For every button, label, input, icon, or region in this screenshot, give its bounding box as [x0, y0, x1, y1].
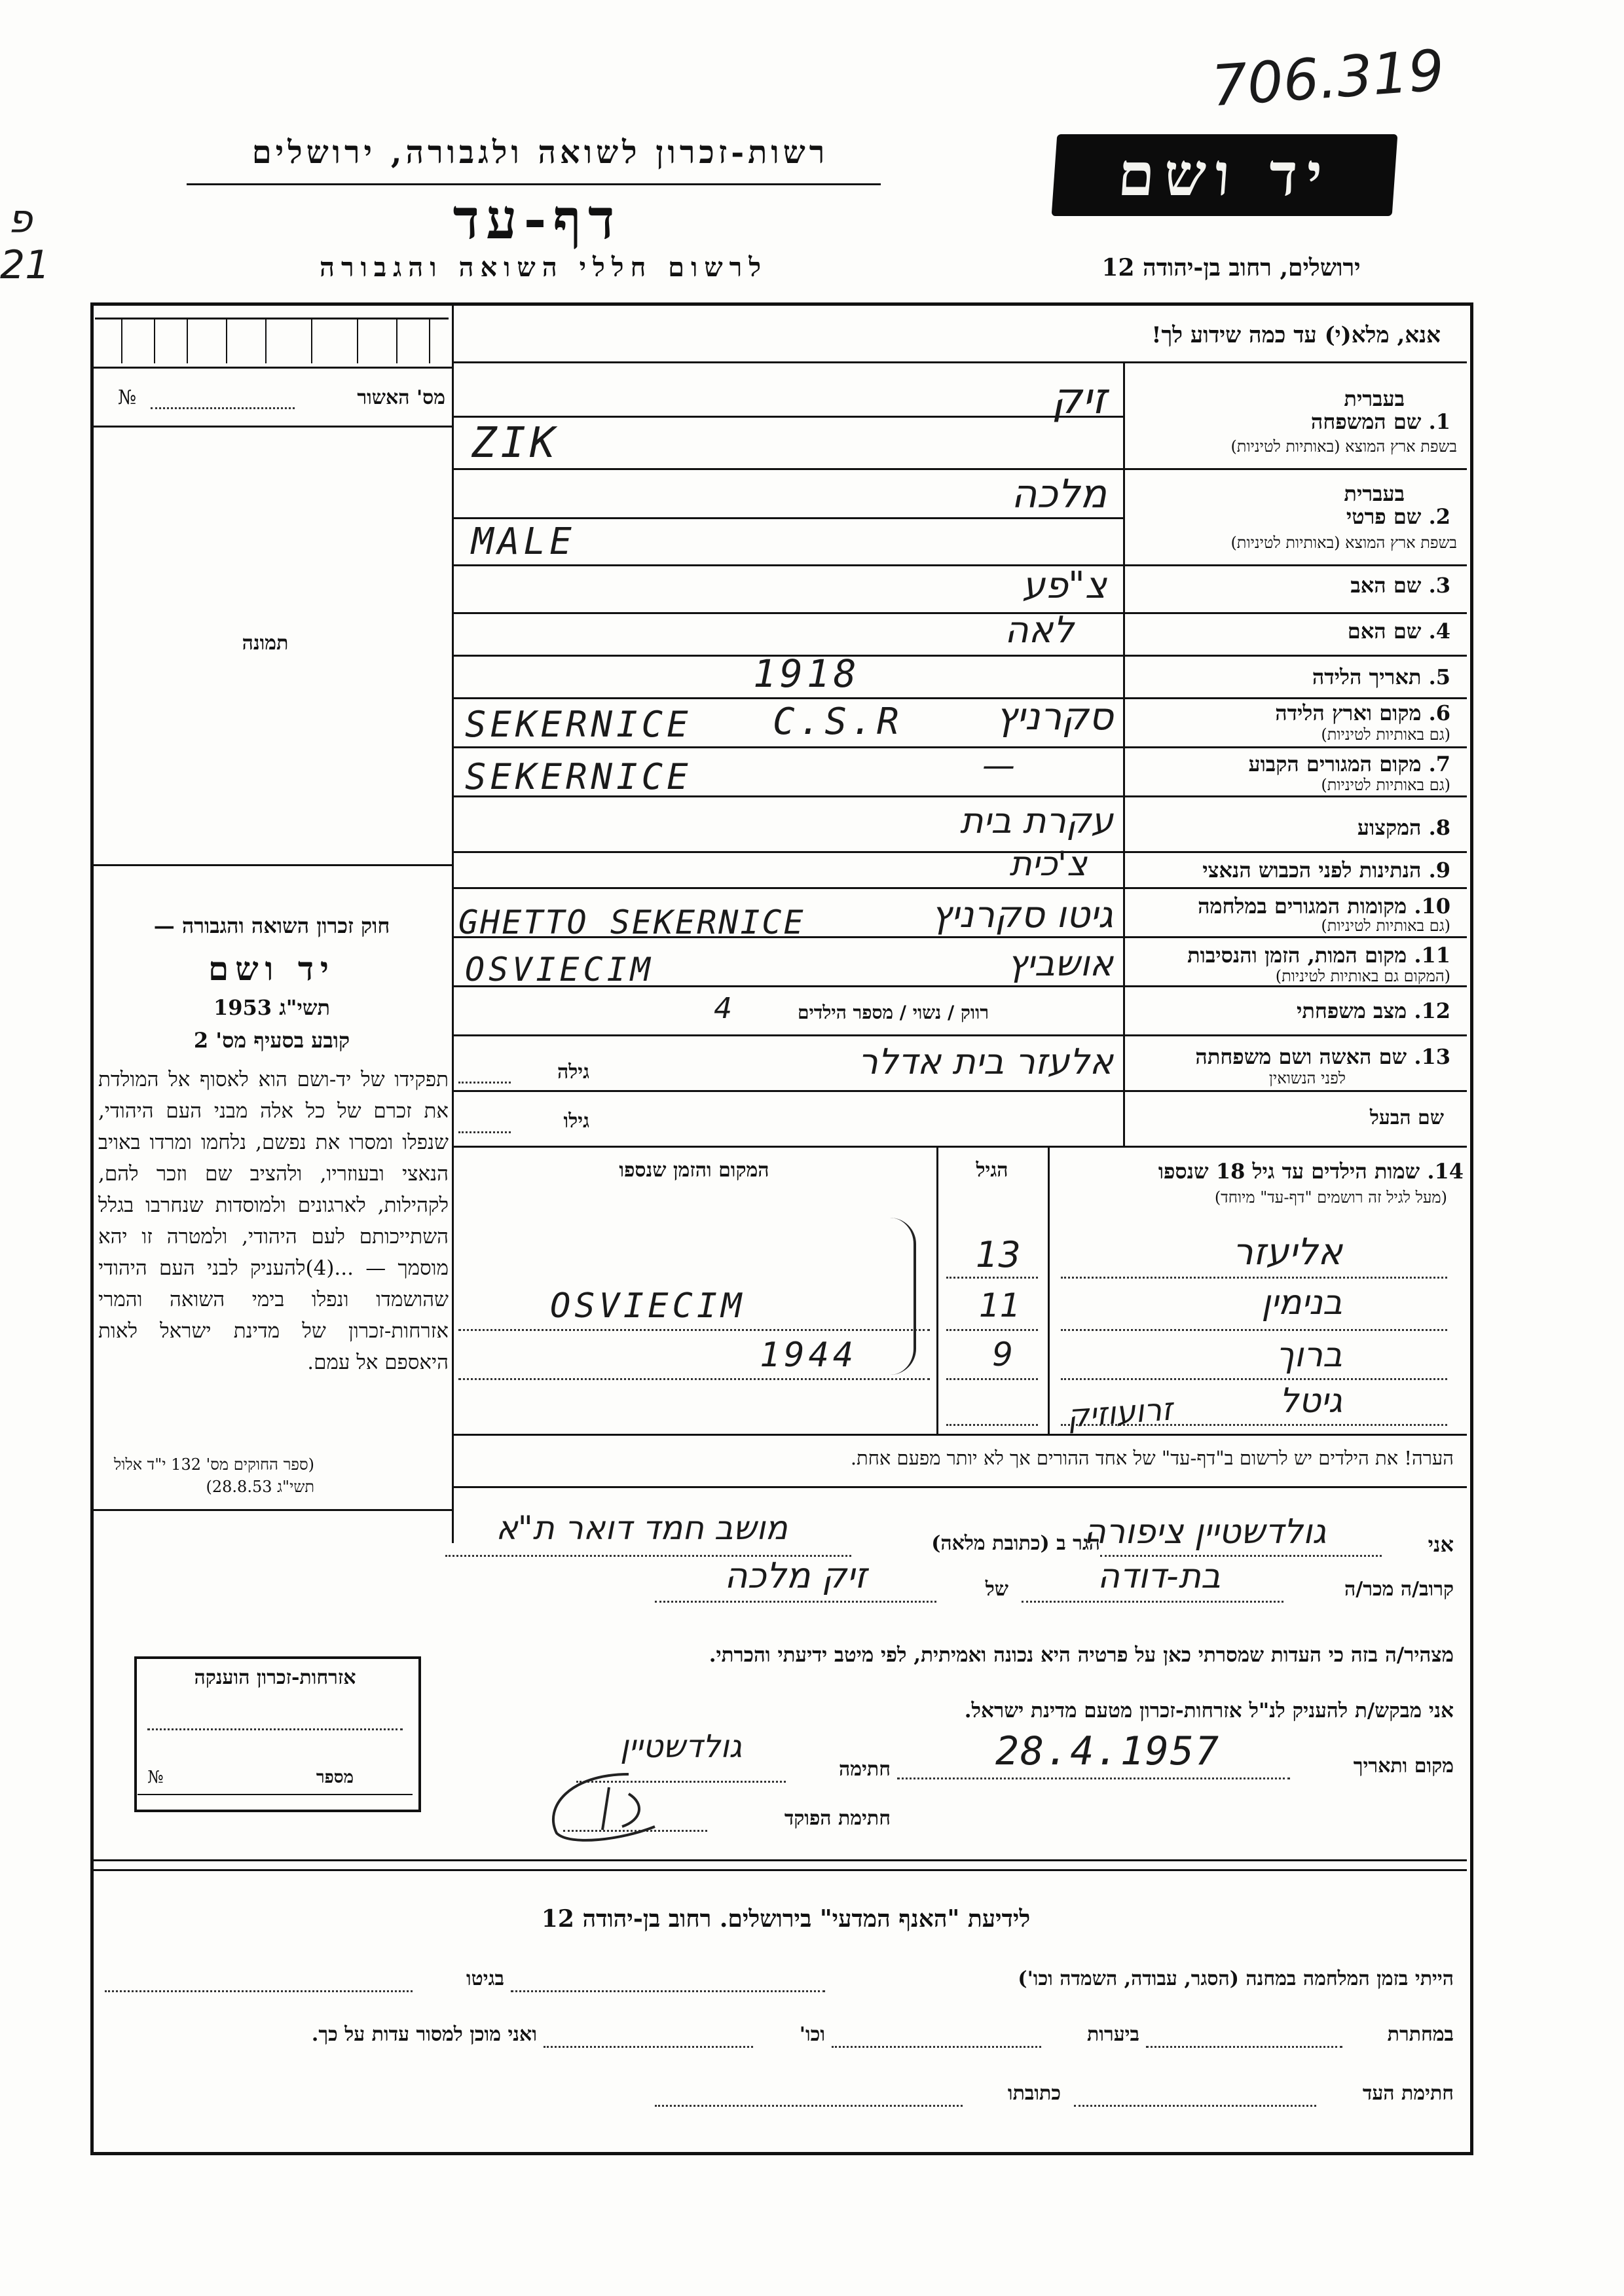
decl-signature: גולדשטיין	[619, 1728, 743, 1765]
field-7-num: 7.	[1428, 752, 1450, 776]
field-6-value-hebrew: סקרניץ	[995, 694, 1113, 738]
field-6-label	[1130, 701, 1450, 725]
citizenship-number-label: מספר	[316, 1768, 354, 1787]
field-11-value-latin: OSVIECIM	[465, 951, 654, 989]
field-1-sub: בשפת ארץ המוצא (באותיות לטיניות)	[1230, 437, 1457, 456]
field-6-text: מקום וארץ הלידה	[1275, 701, 1422, 725]
approval-number-label: מס' האשור	[357, 386, 445, 409]
field-11-num: 11.	[1414, 943, 1450, 968]
field-1-num: 1.	[1428, 409, 1450, 434]
field-2-value-latin: MALE	[471, 520, 576, 563]
field-8-value: עקרת בית	[959, 800, 1113, 841]
decl-officer-label: חתימת הפוקד	[784, 1807, 891, 1830]
children-place: OSVIECIM	[550, 1286, 746, 1326]
field-5-label	[1130, 665, 1450, 689]
field-7-value-latin: SEKERNICE	[465, 756, 692, 797]
field-9-num: 9.	[1428, 858, 1450, 883]
field-9-text: הנתינות לפני הכבוש הנאצי	[1202, 858, 1422, 883]
field-11-text: מקום המות, הזמן והנסיבות	[1187, 943, 1407, 968]
decl-of: של	[985, 1578, 1008, 1601]
footer-line2-b: ביערות	[1086, 2023, 1139, 2046]
children-col-place: המקום והזמן שנספו	[619, 1159, 769, 1182]
footer-line1-b: בגיטו	[466, 1967, 504, 1990]
field-2-sub: בשפת ארץ המוצא (באותיות לטיניות)	[1230, 534, 1457, 552]
footer-line3-a: חתימת העד	[1362, 2082, 1454, 2105]
field-10-sub: (גם באותיות לטיניות)	[1321, 917, 1450, 935]
decl-address: מושב חמד דואר ת"א	[496, 1509, 788, 1547]
husband-label: שם הבעל	[1369, 1106, 1444, 1129]
field-13-label	[1130, 1044, 1450, 1069]
child-3-age: 9	[992, 1336, 1013, 1374]
child-extra-name: זרועוזיק	[1065, 1391, 1174, 1435]
field-3-text: שם האב	[1350, 573, 1422, 598]
coding-boxes	[95, 318, 449, 363]
institution-name: רשות-זכרון לשואה ולגבורה, ירושלים	[251, 134, 829, 171]
decl-request: אני מבקש/ת להעניק לנ"ל אזרחות-זכרון מטעם מדינת ישראל.	[964, 1699, 1454, 1722]
law-body: תפקידו של יד-ושם הוא לאסוף אל המולדת את זכרם של כל אלה מבני העם היהודי, שנפלו ומסרו את נפשם, נלחמו ומרדו באויב הנאצי ובעוזריו, ולהציב שם וזכר להם, לקהילות, לארגונים ולמוסדות שנחרבו בגלל השתייכותם לעם היהודי, ולמטרה זו יהא מוסמך — ...(4)להעניק לבני העם היהודי שהושמדו ונפלו בימי השואה והמרי אזרחות-זכרון של מדינת ישראל לאות היאספם אל עמם.	[98, 1068, 449, 1374]
logo-text: יד ושם	[1115, 140, 1334, 210]
field-10-value-latin: GHETTO SEKERNICE	[458, 903, 805, 941]
field-9-label	[1130, 858, 1450, 883]
field-13-sub: לפני הנשואין	[1268, 1069, 1346, 1087]
field-3-label	[1130, 573, 1450, 598]
field-10-num: 10.	[1414, 894, 1450, 919]
field-7-text: מקום המגורים הקבוע	[1248, 752, 1422, 776]
children-label	[1054, 1159, 1464, 1184]
decl-resides: הגר ב (כתובת מלאה)	[931, 1532, 1100, 1555]
field-1-label	[1130, 409, 1450, 434]
field-8-text: המקצוע	[1357, 815, 1422, 840]
footer-line1-a: הייתי בזמן המלחמה במחנה (הסגר, עבודה, השמדה וכו')	[1018, 1967, 1454, 1990]
decl-relation: בת-דודה	[1098, 1557, 1221, 1596]
field-4-value: לאה	[1005, 609, 1074, 651]
photo-label: תמונה	[242, 632, 289, 655]
field-12-label	[1130, 998, 1450, 1023]
margin-mark-letter: פ	[8, 196, 33, 242]
children-bracket	[877, 1218, 916, 1375]
field-6-num: 6.	[1428, 701, 1450, 725]
approval-number-mark: №	[118, 386, 137, 409]
field-1-value-hebrew: זיק	[1051, 373, 1107, 424]
field-3-value: צ"פע	[1022, 564, 1107, 607]
children-sub: (מעל לגיל זה רושמים "דף-עד" מיוחד)	[1214, 1188, 1447, 1207]
child-4-name: גיטל	[1279, 1381, 1342, 1421]
intro: אנא, מלא(י) עד כמה שידוע לך!	[1151, 322, 1441, 348]
field-13-age-label: גילה	[557, 1061, 589, 1084]
field-7-sub: (גם באותיות לטיניות)	[1321, 776, 1450, 794]
field-10-value-hebrew: גיטו סקרניץ	[931, 894, 1113, 936]
child-2-age: 11	[979, 1286, 1021, 1324]
field-2-hebrew-tag: בעברית	[1344, 481, 1405, 506]
decl-signature-label: חתימה	[839, 1758, 891, 1781]
officer-signature-icon	[530, 1768, 681, 1846]
field-4-label	[1130, 619, 1450, 644]
child-2-name: בנימין	[1261, 1283, 1342, 1322]
law-source: (ספר החוקים מס' 132 י"ד אלול תשי"ג 28.8.53)	[114, 1455, 314, 1496]
field-5-value: 1918	[753, 651, 860, 696]
decl-statement: מצהיר/ה בזה כי העדות שמסרתי כאן על פרטיה היא נכונה ואמיתית, לפי מיטב ידיעתי והכרתי.	[709, 1643, 1454, 1667]
law-name: יד ושם	[208, 949, 335, 988]
field-10-text: מקומות המגורים במלחמה	[1198, 894, 1407, 919]
citizenship-no-mark: №	[147, 1768, 164, 1787]
field-12-num: 12.	[1414, 998, 1450, 1023]
field-5-num: 5.	[1428, 665, 1450, 689]
footer-line2-c: וכו'	[799, 2023, 825, 2046]
field-6-value-country: C.S.R	[773, 701, 903, 743]
decl-place-date-label: מקום ותאריך	[1353, 1755, 1454, 1777]
yad-vashem-logo	[1052, 134, 1398, 216]
field-9-value: צ'כית	[1009, 845, 1087, 884]
footer-title: לידיעת "האנף המדעי" בירושלים. רחוב בן-יהודה 12	[541, 1905, 1031, 1933]
field-12-options: רווק / נשוי / מספר הילדים	[797, 1002, 989, 1023]
decl-name: גולדשטיין ציפורה	[1083, 1512, 1327, 1552]
field-8-num: 8.	[1428, 815, 1450, 840]
field-4-text: שם האם	[1347, 619, 1422, 644]
field-4-num: 4.	[1428, 619, 1450, 644]
footer-line2-a: במחתרת	[1387, 2023, 1454, 2046]
field-1-text: שם המשפחה	[1310, 409, 1422, 434]
children-text: שמות הילדים עד גיל 18 שנספו	[1158, 1159, 1420, 1184]
field-11-sub: (המקום גם באותיות לטיניות)	[1275, 967, 1450, 985]
decl-date: 28.4.1957	[995, 1728, 1221, 1774]
law-year: תשי"ג 1953	[213, 995, 330, 1020]
decl-relation-label: קרוב/ה מכר/ה	[1344, 1578, 1454, 1601]
law-heading: חוק זכרון השואה והגבורה —	[153, 913, 390, 938]
field-8-label	[1130, 815, 1450, 840]
law-clause: קובע בסעיף מס' 2	[193, 1028, 350, 1053]
field-12-text: מצב משפחתי	[1297, 998, 1407, 1023]
footer-line3-b: כתובתו	[1007, 2082, 1061, 2105]
footer-line2-d: ואני מוכן למסור עדות על כך.	[311, 2023, 537, 2046]
field-13-value: אלעזר בית אדלר	[858, 1041, 1113, 1082]
field-3-num: 3.	[1428, 573, 1450, 598]
field-2-value-hebrew: מלכה	[1011, 471, 1107, 517]
field-10-label	[1130, 894, 1450, 919]
margin-mark-number: 21	[0, 242, 50, 288]
citizenship-title: אזרחות-זכרון הוענקה	[194, 1666, 356, 1689]
field-2-label	[1130, 504, 1450, 529]
field-1-value-latin: ZIK	[471, 419, 559, 467]
form-title: דף-עד	[452, 187, 621, 251]
field-6-value-latin: SEKERNICE	[465, 704, 692, 745]
field-13-num: 13.	[1414, 1044, 1450, 1069]
decl-of-name: זיק מלכה	[724, 1555, 867, 1596]
field-2-num: 2.	[1428, 504, 1450, 529]
field-11-label	[1130, 943, 1450, 968]
field-11-value-hebrew: אושביץ	[1007, 943, 1113, 984]
child-1-age: 13	[976, 1234, 1021, 1275]
field-12-value: 4	[714, 992, 732, 1025]
children-num: 14.	[1427, 1159, 1464, 1184]
header-address: ירושלים, רחוב בן-יהודה 12	[1101, 254, 1361, 282]
child-3-name: ברוך	[1276, 1336, 1342, 1375]
field-7-value-hebrew: —	[982, 746, 1015, 784]
children-col-age: הגיל	[976, 1159, 1008, 1182]
archive-number: 706.319	[1209, 37, 1447, 120]
field-2-text: שם פרטי	[1346, 504, 1422, 529]
children-year: 1944	[760, 1336, 858, 1375]
child-1-name: אליעזר	[1232, 1231, 1342, 1273]
form-subtitle: לרשום חללי השואה והגבורה	[319, 252, 768, 283]
children-note: הערה! את הילדים יש לרשום ב"דף-עד" של אחד ההורים אך לא יותר מפעם אחת.	[850, 1447, 1454, 1469]
field-1-hebrew-tag: בעברית	[1344, 386, 1405, 411]
decl-ani: אני	[1428, 1532, 1454, 1557]
field-13-text: שם האשה ושם משפחתה	[1195, 1044, 1407, 1069]
field-6-sub: (גם באותיות לטיניות)	[1321, 725, 1450, 744]
field-7-label	[1130, 752, 1450, 776]
husband-age-label: גילו	[563, 1110, 589, 1133]
field-5-text: תאריך הלידה	[1312, 665, 1422, 689]
